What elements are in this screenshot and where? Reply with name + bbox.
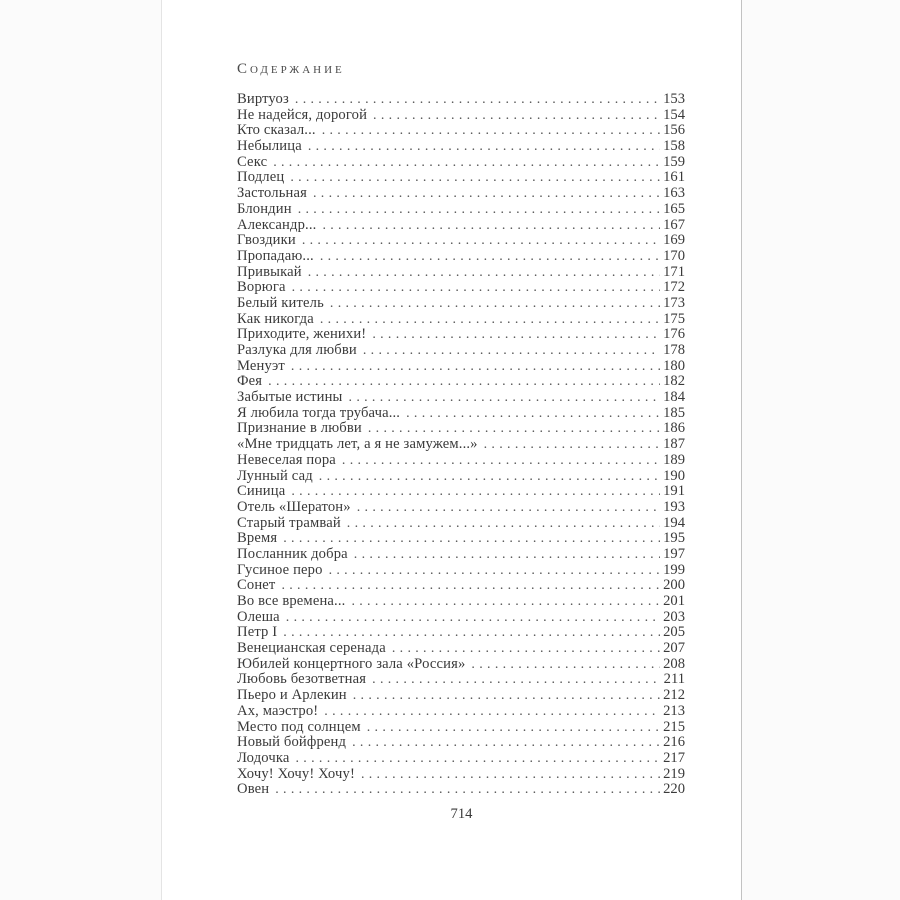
toc-entry xyxy=(237,437,685,453)
dot-leader xyxy=(372,672,661,688)
toc-entry xyxy=(237,594,685,610)
toc-entry xyxy=(237,170,685,186)
toc-entry xyxy=(237,374,685,390)
toc-entry-page: 182 xyxy=(663,373,685,390)
toc-entry xyxy=(237,202,685,218)
toc-entry-page: 187 xyxy=(663,436,685,453)
toc-entry xyxy=(237,139,685,155)
toc-entry-title: Олеша xyxy=(237,608,280,625)
toc-entry xyxy=(237,782,685,798)
toc-entry-page: 153 xyxy=(663,91,685,107)
folio-page-number: 714 xyxy=(450,806,473,822)
toc-entry xyxy=(237,406,685,422)
toc-entry xyxy=(237,610,685,626)
dot-leader xyxy=(372,327,660,343)
toc-entry-title: Пьеро и Арлекин xyxy=(237,687,347,704)
toc-entry xyxy=(237,767,685,783)
toc-list xyxy=(237,92,685,798)
toc-entry-title: Место под солнцем xyxy=(237,718,361,735)
toc-entry-title: Невеселая пора xyxy=(237,451,336,468)
dot-leader xyxy=(296,751,661,767)
toc-entry-title: Белый китель xyxy=(237,294,324,311)
toc-entry-page: 185 xyxy=(663,404,685,421)
toc-entry-title: Любовь безответная xyxy=(237,671,367,688)
toc-entry xyxy=(237,343,685,359)
toc-entry xyxy=(237,547,685,563)
dot-leader xyxy=(319,469,660,485)
dot-leader xyxy=(302,233,660,249)
toc-entry-page: 156 xyxy=(663,122,685,139)
toc-entry-page: 205 xyxy=(663,624,685,641)
toc-entry-title: Признание в любви xyxy=(237,420,362,437)
toc-entry-page: 200 xyxy=(663,577,685,594)
dot-leader xyxy=(351,594,660,610)
dot-leader xyxy=(291,359,660,375)
toc-entry-title: Небылица xyxy=(237,138,302,155)
toc-entry-title: Привыкай xyxy=(237,263,302,280)
dot-leader xyxy=(298,202,660,218)
toc-entry-page: 217 xyxy=(663,749,685,766)
dot-leader xyxy=(322,123,660,139)
toc-entry-title: Разлука для любви xyxy=(237,342,357,358)
toc-entry-page: 154 xyxy=(663,106,685,123)
toc-entry-title: Не надейся, дорогой xyxy=(237,106,368,123)
toc-entry-page: 158 xyxy=(663,138,685,155)
dot-leader xyxy=(320,249,660,265)
toc-entry-title: Новый бойфренд xyxy=(237,734,347,751)
toc-entry-title: Старый трамвай xyxy=(237,514,341,531)
toc-entry-title: Виртуоз xyxy=(237,91,289,107)
toc-entry xyxy=(237,359,685,375)
toc-entry xyxy=(237,233,685,249)
toc-entry-page: 171 xyxy=(663,263,685,280)
toc-entry-page: 191 xyxy=(663,483,685,500)
dot-leader xyxy=(313,186,660,202)
toc-entry-title: Секс xyxy=(237,153,268,170)
dot-leader xyxy=(357,500,660,516)
dot-leader xyxy=(291,484,660,500)
toc-entry-title: Лунный сад xyxy=(237,467,313,484)
toc-entry xyxy=(237,704,685,720)
toc-entry-page: 220 xyxy=(663,781,685,798)
toc-entry xyxy=(237,672,685,688)
dot-leader xyxy=(322,218,660,234)
toc-entry xyxy=(237,625,685,641)
toc-entry-title: Венецианская серенада xyxy=(237,640,386,657)
dot-leader xyxy=(268,374,660,390)
toc-entry-title: Лодочка xyxy=(237,749,290,766)
toc-entry xyxy=(237,531,685,547)
toc-entry-title: Менуэт xyxy=(237,357,285,374)
toc-entry-page: 212 xyxy=(663,687,685,704)
toc-entry-page: 201 xyxy=(663,593,685,609)
dot-leader xyxy=(330,296,660,312)
toc-entry-title: Гвоздики xyxy=(237,232,296,249)
toc-entry-page: 172 xyxy=(663,279,685,296)
toc-entry-page: 180 xyxy=(663,357,685,374)
dot-leader xyxy=(353,688,660,704)
toc-entry-page: 216 xyxy=(663,734,685,751)
toc-entry xyxy=(237,751,685,767)
toc-entry xyxy=(237,516,685,532)
toc-entry xyxy=(237,735,685,751)
toc-entry-page: 193 xyxy=(663,498,685,515)
toc-entry xyxy=(237,484,685,500)
toc-entry-page: 169 xyxy=(663,232,685,249)
toc-entry xyxy=(237,390,685,406)
toc-entry xyxy=(237,657,685,673)
toc-entry xyxy=(237,563,685,579)
toc-entry-page: 189 xyxy=(663,451,685,468)
dot-leader xyxy=(361,767,660,783)
toc-entry-page: 170 xyxy=(663,247,685,264)
toc-entry-page: 208 xyxy=(663,655,685,672)
toc-entry xyxy=(237,186,685,202)
toc-entry-page: 197 xyxy=(663,545,685,562)
contents-heading: Содержание xyxy=(237,61,345,77)
toc-entry-page: 211 xyxy=(663,671,685,688)
toc-entry xyxy=(237,327,685,343)
toc-entry-title: Петр I xyxy=(237,624,278,641)
toc-entry-title: Забытые истины xyxy=(237,389,343,406)
toc-entry xyxy=(237,500,685,516)
toc-entry-title: Время xyxy=(237,530,278,547)
toc-entry-page: 219 xyxy=(663,765,685,782)
book-page xyxy=(161,0,742,900)
toc-entry-page: 207 xyxy=(663,640,685,657)
toc-entry-title: Я любила тогда трубача... xyxy=(237,404,401,421)
toc-entry-title: Подлец xyxy=(237,169,285,186)
dot-leader xyxy=(273,155,660,171)
toc-entry-page: 159 xyxy=(663,153,685,170)
toc-entry-title: Фея xyxy=(237,373,263,390)
dot-leader xyxy=(286,610,660,626)
dot-leader xyxy=(290,170,660,186)
toc-entry-page: 186 xyxy=(663,420,685,437)
toc-entry-title: Ах, маэстро! xyxy=(237,702,319,719)
toc-entry xyxy=(237,249,685,265)
dot-leader xyxy=(392,641,660,657)
dot-leader xyxy=(471,657,660,673)
toc-entry xyxy=(237,421,685,437)
toc-entry xyxy=(237,312,685,328)
dot-leader xyxy=(352,735,660,751)
toc-entry-page: 165 xyxy=(663,200,685,217)
toc-entry xyxy=(237,720,685,736)
toc-entry xyxy=(237,688,685,704)
dot-leader xyxy=(308,139,660,155)
dot-leader xyxy=(484,437,660,453)
toc-entry-page: 215 xyxy=(663,718,685,735)
toc-entry-page: 184 xyxy=(663,389,685,406)
toc-entry-title: «Мне тридцать лет, а я не замужем...» xyxy=(237,436,478,453)
toc-entry-page: 167 xyxy=(663,216,685,233)
toc-entry-page: 203 xyxy=(663,608,685,625)
dot-leader xyxy=(281,578,660,594)
toc-entry-page: 176 xyxy=(663,326,685,343)
toc-entry-page: 213 xyxy=(663,702,685,719)
toc-entry xyxy=(237,578,685,594)
toc-entry-title: Пропадаю... xyxy=(237,247,314,264)
toc-entry-title: Хочу! Хочу! Хочу! xyxy=(237,765,355,782)
dot-leader xyxy=(329,563,661,579)
dot-leader xyxy=(406,406,660,422)
toc-entry-page: 163 xyxy=(663,185,685,202)
dot-leader xyxy=(283,531,660,547)
dot-leader xyxy=(367,720,660,736)
toc-entry xyxy=(237,280,685,296)
dot-leader xyxy=(275,782,660,798)
toc-entry xyxy=(237,155,685,171)
toc-entry-title: Кто сказал... xyxy=(237,122,316,139)
dot-leader xyxy=(283,625,660,641)
dot-leader xyxy=(347,516,660,532)
toc-entry-title: Сонет xyxy=(237,577,276,594)
toc-entry-title: Приходите, женихи! xyxy=(237,326,367,343)
toc-entry-title: Гусиное перо xyxy=(237,561,323,578)
toc-entry-title: Отель «Шератон» xyxy=(237,498,351,515)
toc-entry xyxy=(237,296,685,312)
toc-entry-page: 161 xyxy=(663,169,685,186)
toc-entry-page: 173 xyxy=(663,294,685,311)
toc-entry xyxy=(237,123,685,139)
toc-entry-page: 199 xyxy=(663,561,685,578)
toc-entry-page: 195 xyxy=(663,530,685,547)
dot-leader xyxy=(368,421,660,437)
toc-entry-page: 194 xyxy=(663,514,685,531)
dot-leader xyxy=(308,265,660,281)
toc-entry xyxy=(237,469,685,485)
dot-leader xyxy=(324,704,660,720)
toc-entry xyxy=(237,92,685,108)
toc-entry-page: 190 xyxy=(663,467,685,484)
toc-entry-page: 175 xyxy=(663,310,685,327)
toc-entry-title: Посланник добра xyxy=(237,545,348,562)
toc-entry-title: Блондин xyxy=(237,200,292,217)
toc-entry-title: Во все времена... xyxy=(237,593,346,609)
toc-entry xyxy=(237,641,685,657)
toc-entry-page: 178 xyxy=(663,342,685,358)
toc-entry-title: Как никогда xyxy=(237,310,314,327)
dot-leader xyxy=(292,280,661,296)
toc-entry xyxy=(237,218,685,234)
dot-leader xyxy=(363,343,660,359)
toc-entry-title: Юбилей концертного зала «Россия» xyxy=(237,655,466,672)
toc-entry-title: Застольная xyxy=(237,185,307,202)
toc-entry xyxy=(237,453,685,469)
toc-entry-title: Синица xyxy=(237,483,286,500)
toc-entry-title: Овен xyxy=(237,781,270,798)
dot-leader xyxy=(349,390,661,406)
dot-leader xyxy=(354,547,660,563)
toc-entry xyxy=(237,265,685,281)
dot-leader xyxy=(373,108,660,124)
dot-leader xyxy=(342,453,660,469)
toc-entry xyxy=(237,108,685,124)
dot-leader xyxy=(320,312,660,328)
toc-entry-title: Александр... xyxy=(237,216,317,233)
dot-leader xyxy=(295,92,660,108)
toc-entry-title: Ворюга xyxy=(237,279,286,296)
